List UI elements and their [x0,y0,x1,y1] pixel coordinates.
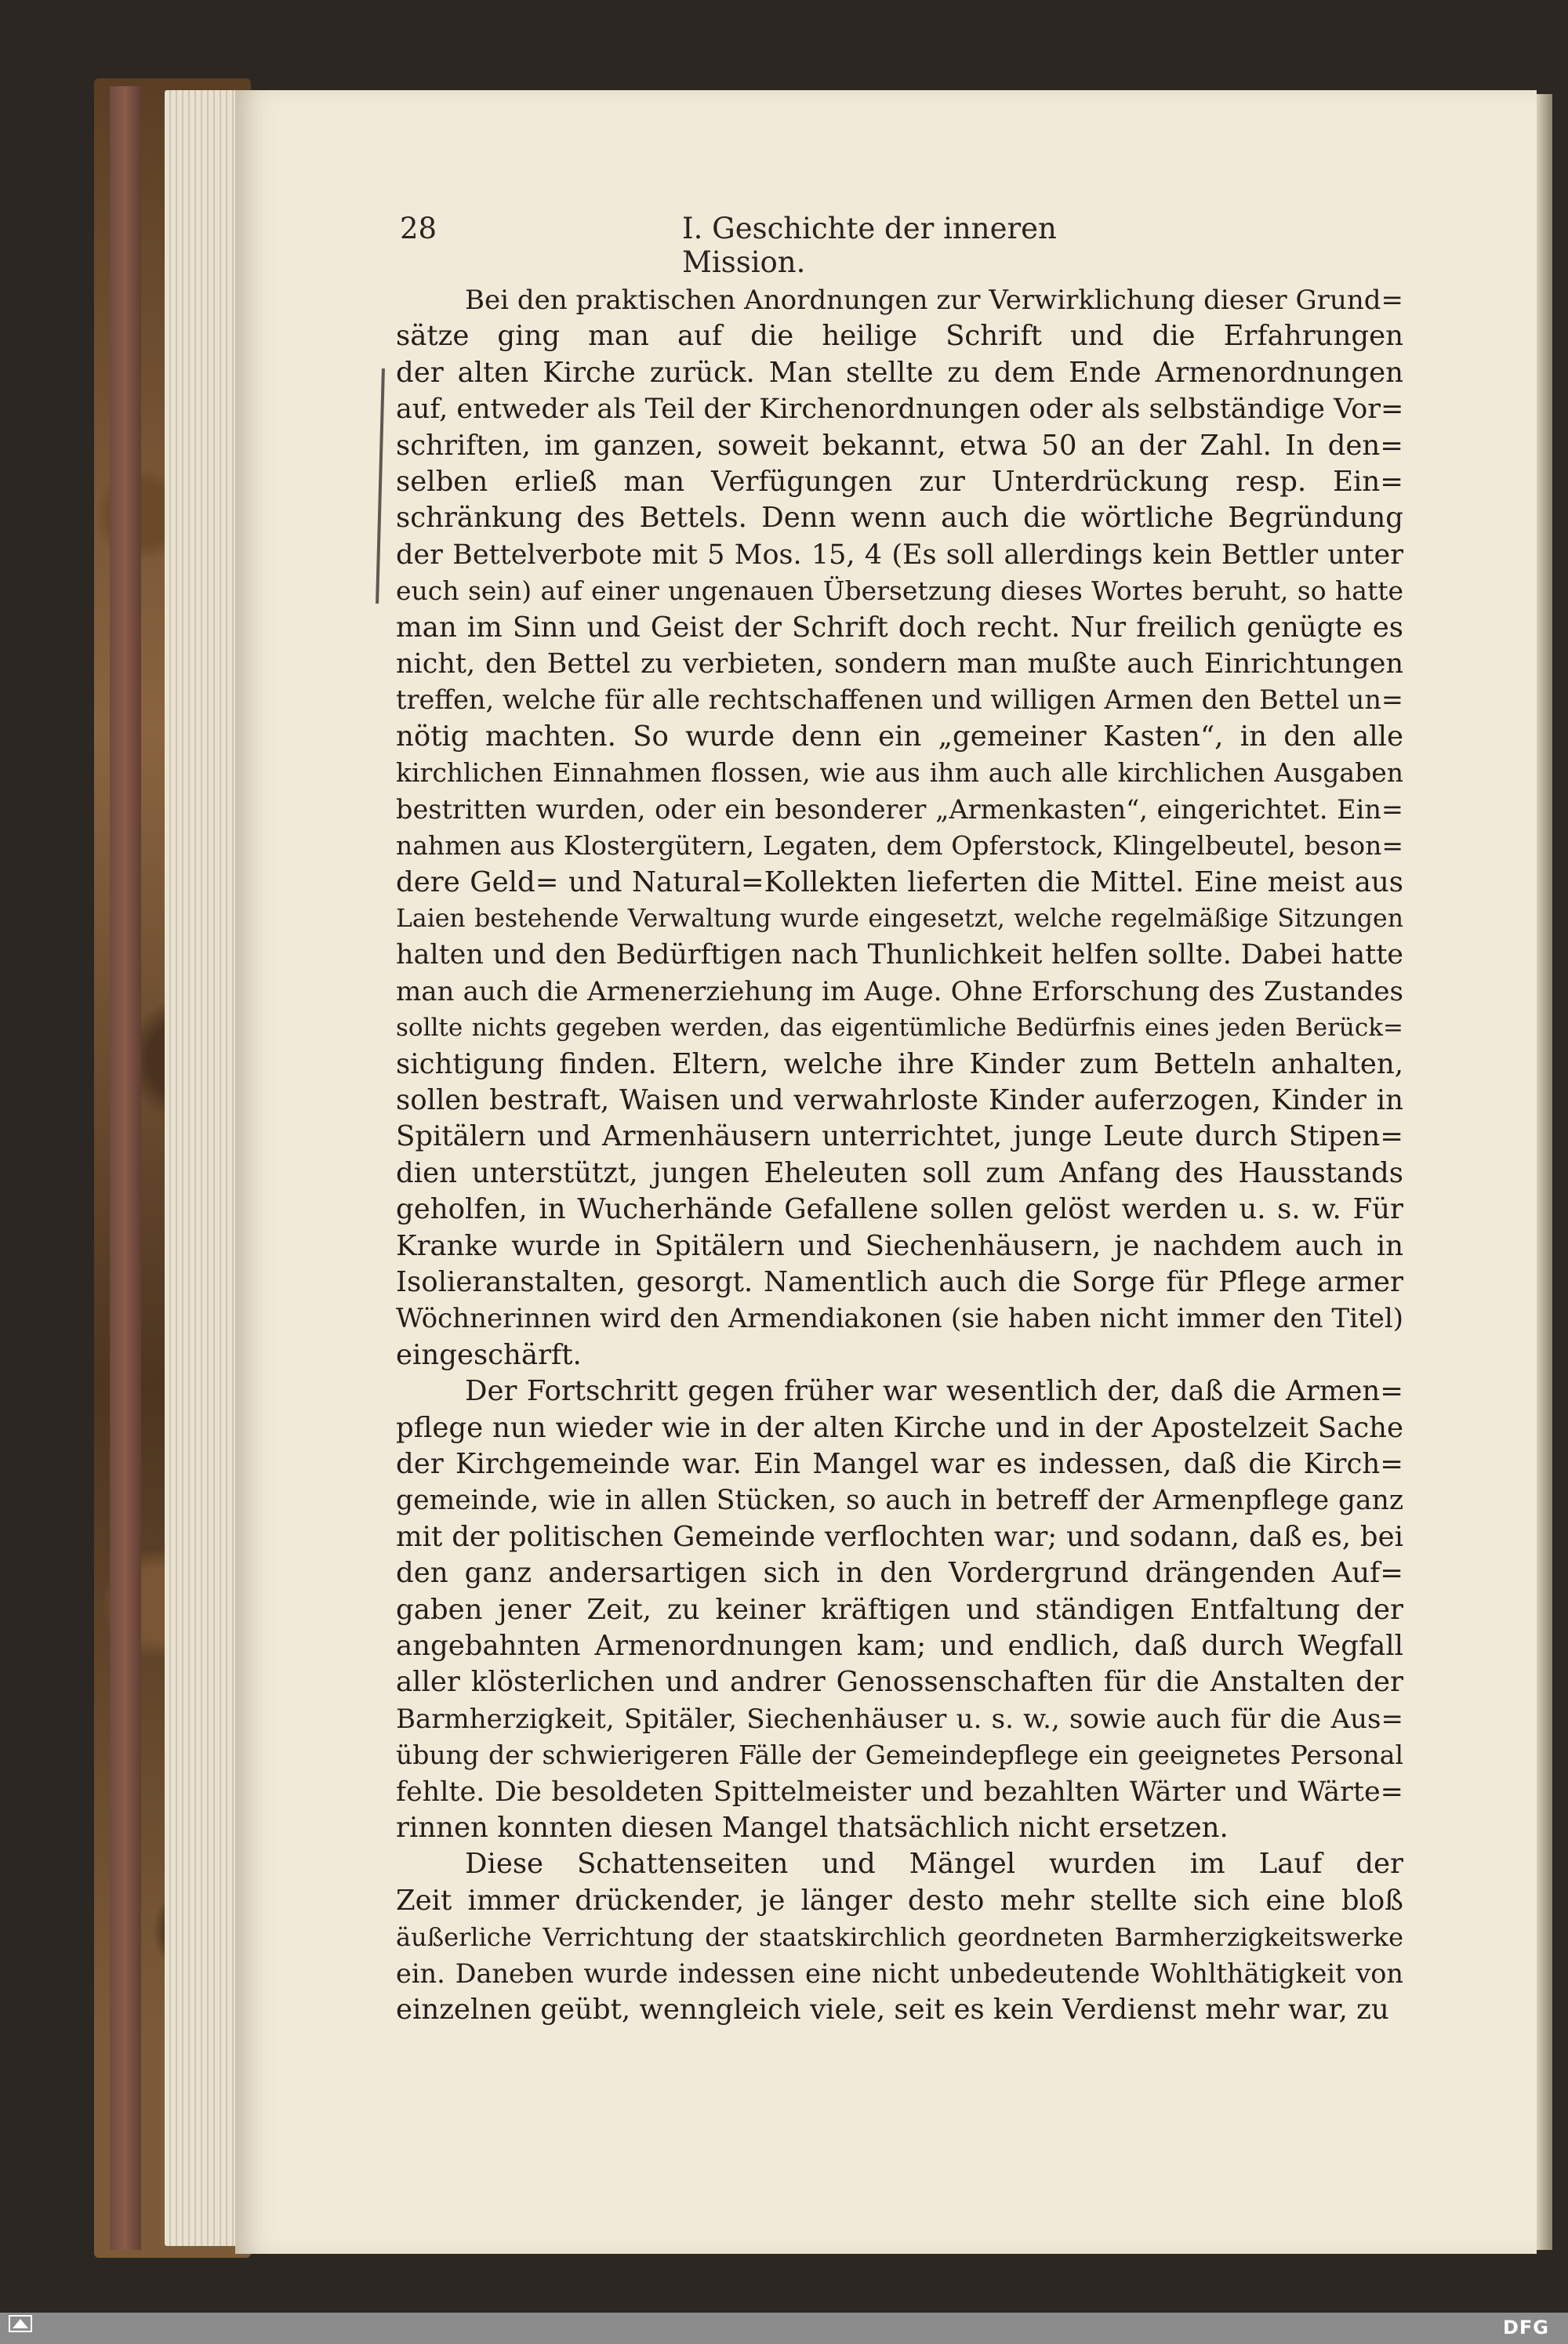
text-line: Diese Schattenseiten und Mängel wurden im Lauf der [465,1848,1403,1881]
scanner-footer-bar [0,2313,1568,2344]
text-line: den ganz andersartigen sich in den Vordergrund drängenden Auf= [396,1557,1403,1590]
text-line: Isolieranstalten, gesorgt. Namentlich auch die Sorge für Pflege armer [396,1265,1403,1298]
text-line: gemeinde, wie in allen Stücken, so auch in betreff der Armenpflege ganz [396,1485,1403,1517]
text-line: Barmherzigkeit, Spitäler, Siechenhäuser u. s. w., sowie auch für die Aus= [396,1703,1403,1735]
text-line: Spitälern und Armenhäusern unterrichtet, junge Leute durch Stipen= [396,1120,1403,1153]
text-line: gaben jener Zeit, zu keiner kräftigen und ständigen Entfaltung der [396,1593,1403,1626]
book-spine [110,86,141,2250]
text-line: einzelnen geübt, wenngleich viele, seit es kein Verdienst mehr war, zu [396,1994,1389,2027]
text-line: geholfen, in Wucherhände Gefallene sollen gelöst werden u. s. w. Für [396,1193,1403,1226]
text-line: der alten Kirche zurück. Man stellte zu dem Ende Armenordnungen [396,356,1403,389]
paragraph [396,282,1403,1373]
text-line: sätze ging man auf die heilige Schrift und die Erfahrungen [396,320,1403,353]
text-line: nahmen aus Klostergütern, Legaten, dem Opferstock, Klingelbeutel, beson= [396,830,1403,862]
library-logo [6,2314,34,2342]
text-line: rinnen konnten diesen Mangel thatsächlich nicht ersetzen. [396,1812,1229,1845]
running-title: I. Geschichte der inneren Mission. [682,212,1057,279]
text-line: selben erließ man Verfügungen zur Unterdrückung resp. Ein= [396,466,1403,499]
text-line: dien unterstützt, jungen Eheleuten soll zum Anfang des Hausstands [396,1156,1403,1189]
text-line: bestritten wurden, oder ein besonderer „Armenkasten“, eingerichtet. Ein= [396,793,1403,825]
text-line: übung der schwierigeren Fälle der Gemeindepflege ein geeignetes Personal [396,1740,1403,1771]
text-line: Laien bestehende Verwaltung wurde eingesetzt, welche regelmäßige Sitzungen [396,904,1403,933]
text-line: der Kirchgemeinde war. Ein Mangel war es indessen, daß die Kirch= [396,1448,1403,1480]
text-line: halten und den Bedürftigen nach Thunlichkeit helfen sollte. Dabei hatte [396,939,1403,971]
text-line: pflege nun wieder wie in der alten Kirche und in der Apostelzeit Sache [396,1411,1403,1444]
text-line: fehlte. Die besoldeten Spittelmeister und bezahlten Wärter und Wärte= [396,1776,1403,1808]
paragraph [396,1846,1403,2028]
body-text [396,282,1403,2029]
text-line: Der Fortschritt gegen früher war wesentlich der, daß die Armen= [465,1375,1403,1408]
text-line: eingeschärft. [396,1338,582,1371]
library-logo-icon [6,2314,34,2333]
text-line: man auch die Armenerziehung im Auge. Ohne Erforschung des Zustandes [396,975,1403,1007]
paragraph [396,1373,1403,1846]
text-line: Wöchnerinnen wird den Armendiakonen (sie haben nicht immer den Titel) [396,1303,1403,1335]
text-line: auf, entweder als Teil der Kirchenordnungen oder als selbständige Vor= [396,394,1404,426]
page-right-edge [1537,94,1552,2250]
dfg-label: DFG [1502,2317,1549,2339]
text-line: treffen, welche für alle rechtschaffenen und willigen Armen den Bettel un= [396,684,1403,716]
text-line: schriften, im ganzen, soweit bekannt, etwa 50 an der Zahl. In den= [396,429,1403,462]
text-line: sichtigung finden. Eltern, welche ihre Kinder zum Betteln anhalten, [396,1047,1403,1080]
text-line: mit der politischen Gemeinde verflochten war; und sodann, daß es, bei [396,1520,1403,1553]
text-line: nötig machten. So wurde denn ein „gemeiner Kasten“, in den alle [396,720,1403,753]
text-line: aller klösterlichen und andrer Genossenschaften für die Anstalten der [396,1666,1403,1699]
text-line: dere Geld= und Natural=Kollekten lieferten die Mittel. Eine meist aus [396,865,1403,898]
text-line: äußerliche Verrichtung der staatskirchlich geordneten Barmherzigkeitswerke [396,1922,1403,1953]
page-number: 28 [400,212,437,245]
text-line: schränkung des Bettels. Denn wenn auch die wörtliche Begründung [396,502,1403,535]
text-line: sollen bestraft, Waisen und verwahrloste Kinder auferzogen, Kinder in [396,1083,1403,1116]
text-line: euch sein) auf einer ungenauen Übersetzung dieses Wortes beruht, so hatte [396,575,1403,607]
text-line: nicht, den Bettel zu verbieten, sondern man mußte auch Einrichtungen [396,648,1403,680]
text-line: angebahnten Armenordnungen kam; und endlich, daß durch Wegfall [396,1630,1403,1663]
text-line: sollte nichts gegeben werden, das eigentümliche Bedürfnis eines jeden Berück= [396,1014,1403,1043]
text-line: ein. Daneben wurde indessen eine nicht unbedeutende Wohlthätigkeit von [396,1958,1403,1989]
text-line: man im Sinn und Geist der Schrift doch recht. Nur freilich genügte es [396,611,1403,644]
text-line: Kranke wurde in Spitälern und Siechenhäusern, je nachdem auch in [396,1229,1403,1262]
text-line: kirchlichen Einnahmen flossen, wie aus ihm auch alle kirchlichen Ausgaben [396,757,1403,789]
text-line: Zeit immer drückender, je länger desto mehr stellte sich eine bloß [396,1884,1403,1917]
text-line: Bei den praktischen Anordnungen zur Verwirklichung dieser Grund= [465,285,1403,316]
text-line: der Bettelverbote mit 5 Mos. 15, 4 (Es soll allerdings kein Bettler unter [396,539,1403,571]
